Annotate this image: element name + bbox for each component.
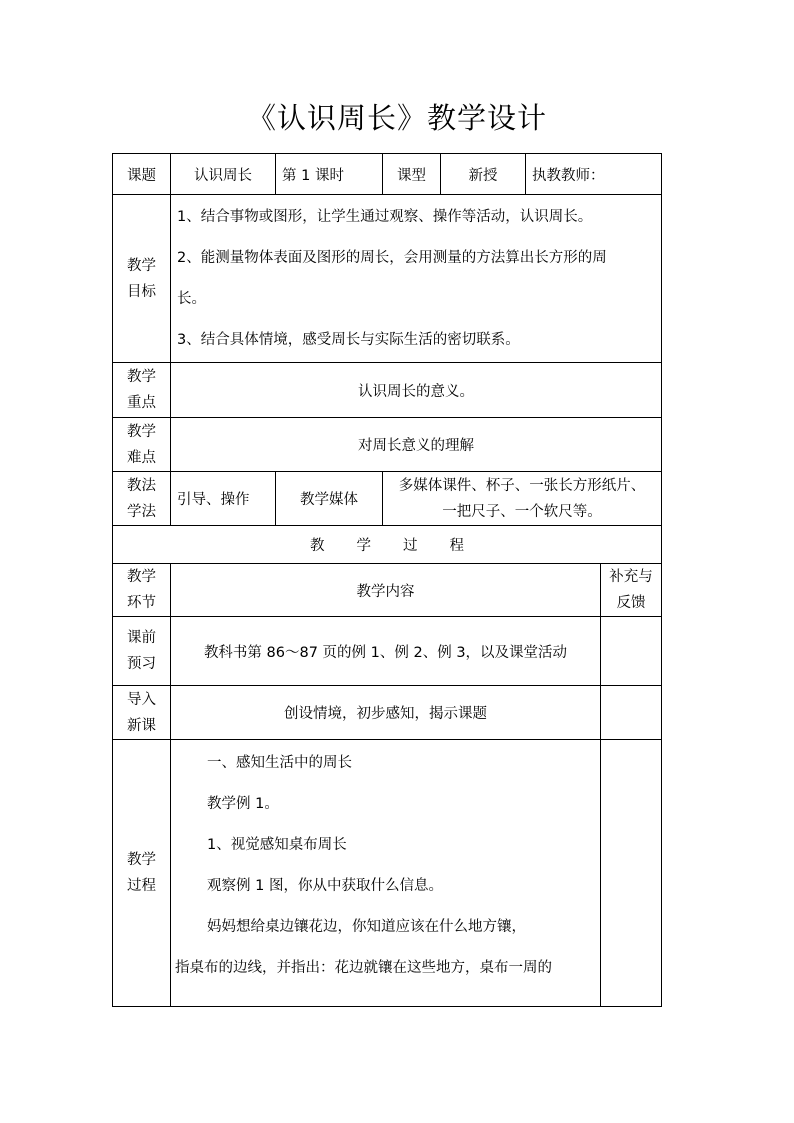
process-content [171, 740, 601, 1007]
key-point-value: 认识周长的意义。 [171, 363, 662, 418]
process-line: 1、视觉感知桌布周长 [207, 837, 347, 853]
intro-label-line-2: 新课 [127, 717, 156, 734]
teacher-label: 执教教师： [526, 154, 662, 195]
intro-row [113, 686, 662, 740]
process-header [113, 526, 662, 564]
difficulty-label-line-2: 难点 [127, 449, 156, 466]
content-column-header: 教学内容 [171, 564, 601, 617]
key-point-label [113, 363, 171, 418]
intro-label [113, 686, 171, 740]
media-line-1: 多媒体课件、杯子、一张长方形纸片、 [398, 477, 646, 494]
method-label [113, 472, 171, 526]
process-feedback [601, 740, 662, 1007]
process-header-char: 学 [356, 538, 371, 554]
difficulty-label-line-1: 教学 [127, 423, 156, 440]
process-label [113, 740, 171, 1007]
subject-value: 认识周长 [171, 154, 276, 195]
key-point-label-line-1: 教学 [127, 369, 156, 385]
preview-label-line-1: 课前 [127, 630, 156, 646]
stage-column-header [113, 564, 171, 617]
stage-header-line-1: 教学 [127, 569, 156, 585]
goals-row [113, 195, 662, 363]
process-header-char: 程 [449, 538, 464, 554]
preview-label-line-2: 预习 [127, 656, 156, 672]
preview-label [113, 617, 171, 686]
process-line: 教学例 1。 [207, 796, 279, 812]
goals-label [113, 195, 171, 363]
process-row [113, 740, 662, 1007]
subject-label: 课题 [113, 154, 171, 195]
method-label-line-2: 学法 [127, 503, 156, 520]
method-value: 引导、操作 [171, 472, 276, 526]
goal-item: 1、结合事物或图形，让学生通过观察、操作等活动，认识周长。 [177, 208, 593, 225]
process-line: 妈妈想给桌边镶花边，你知道应该在什么地方镶， [207, 919, 526, 935]
feedback-column-header [601, 564, 662, 617]
goal-item: 长。 [177, 290, 206, 307]
media-label: 教学媒体 [276, 472, 383, 526]
stage-header-line-2: 环节 [127, 595, 156, 611]
lesson-type-value: 新授 [441, 154, 526, 195]
header-row [113, 154, 662, 195]
process-line: 指桌布的边线，并指出：花边就镶在这些地方，桌布一周的 [175, 960, 552, 976]
media-value [383, 472, 662, 526]
media-line-2: 一把尺子、一个软尺等。 [442, 503, 602, 520]
process-label-line-1: 教学 [127, 852, 156, 868]
intro-value: 创设情境，初步感知，揭示课题 [171, 686, 601, 740]
key-point-row [113, 363, 662, 418]
preview-feedback [601, 617, 662, 686]
goals-label-line-1: 教学 [127, 257, 156, 274]
intro-label-line-1: 导入 [127, 691, 156, 708]
method-row [113, 472, 662, 526]
feedback-header-line-2: 反馈 [616, 595, 646, 611]
goals-label-line-2: 目标 [127, 283, 156, 300]
difficulty-label [113, 418, 171, 472]
goal-item: 3、结合具体情境，感受周长与实际生活的密切联系。 [177, 331, 520, 348]
lesson-number: 第 1 课时 [276, 154, 383, 195]
goals-content [171, 195, 662, 363]
process-label-line-2: 过程 [127, 878, 156, 894]
key-point-label-line-2: 重点 [127, 395, 156, 411]
process-header-row [113, 526, 662, 564]
intro-feedback [601, 686, 662, 740]
goal-item: 2、能测量物体表面及图形的周长，会用测量的方法算出长方形的周 [177, 249, 607, 266]
feedback-header-line-1: 补充与 [609, 569, 653, 585]
preview-value: 教科书第 86～87 页的例 1、例 2、例 3，以及课堂活动 [171, 617, 601, 686]
process-header-char: 教 [310, 538, 325, 554]
process-line: 观察例 1 图，你从中获取什么信息。 [207, 878, 443, 894]
preview-row [113, 617, 662, 686]
lesson-type-label: 课型 [383, 154, 441, 195]
process-header-char: 过 [403, 538, 418, 554]
difficulty-row [113, 418, 662, 472]
document-title: 《认识周长》教学设计 [246, 101, 547, 135]
process-line: 一、感知生活中的周长 [207, 755, 352, 771]
method-label-line-1: 教法 [127, 477, 156, 494]
difficulty-value: 对周长意义的理解 [171, 418, 662, 472]
lesson-plan-table [112, 153, 662, 1007]
columns-header-row [113, 564, 662, 617]
